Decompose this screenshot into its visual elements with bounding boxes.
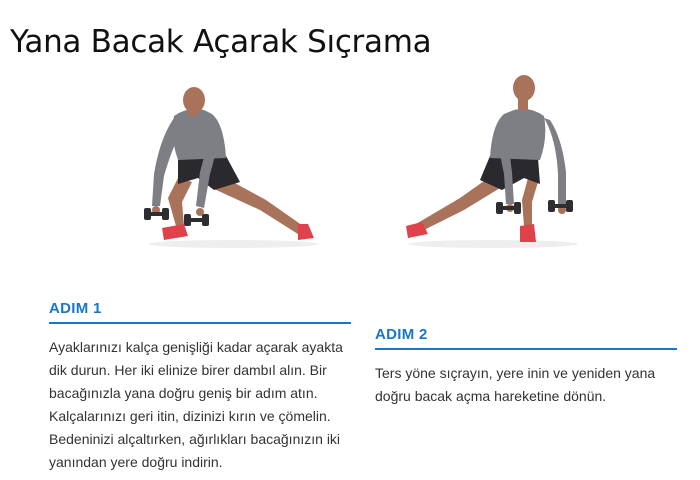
step-2-title: ADIM 2 [375,326,677,350]
step-1-text: Ayaklarınızı kalça genişliği kadar açarak ayakta dik durun. Her iki elinize birer dambıl alın. Bir bacağınızla yana doğru geniş bir adım atın. Kalçalarınızı geri itin, dizinizi kırın ve çömelin. Bedeninizi alçaltırken, ağırlıkları bacağınızın iki yanından yere doğru indirin. [49,339,343,470]
step-2-photo [398,66,588,252]
step-1 [49,300,351,474]
step-2-text: Ters yöne sıçrayın, yere inin ve yeniden yana doğru bacak açma hareketine dönün. [375,365,656,404]
step-1-title: ADIM 1 [49,300,351,324]
athlete-step-2-icon [406,75,578,248]
step-1-photo [138,66,328,252]
page-title: Yana Bacak Açarak Sıçrama [10,24,432,60]
step-2 [375,326,677,408]
athlete-step-1-icon [144,87,318,248]
